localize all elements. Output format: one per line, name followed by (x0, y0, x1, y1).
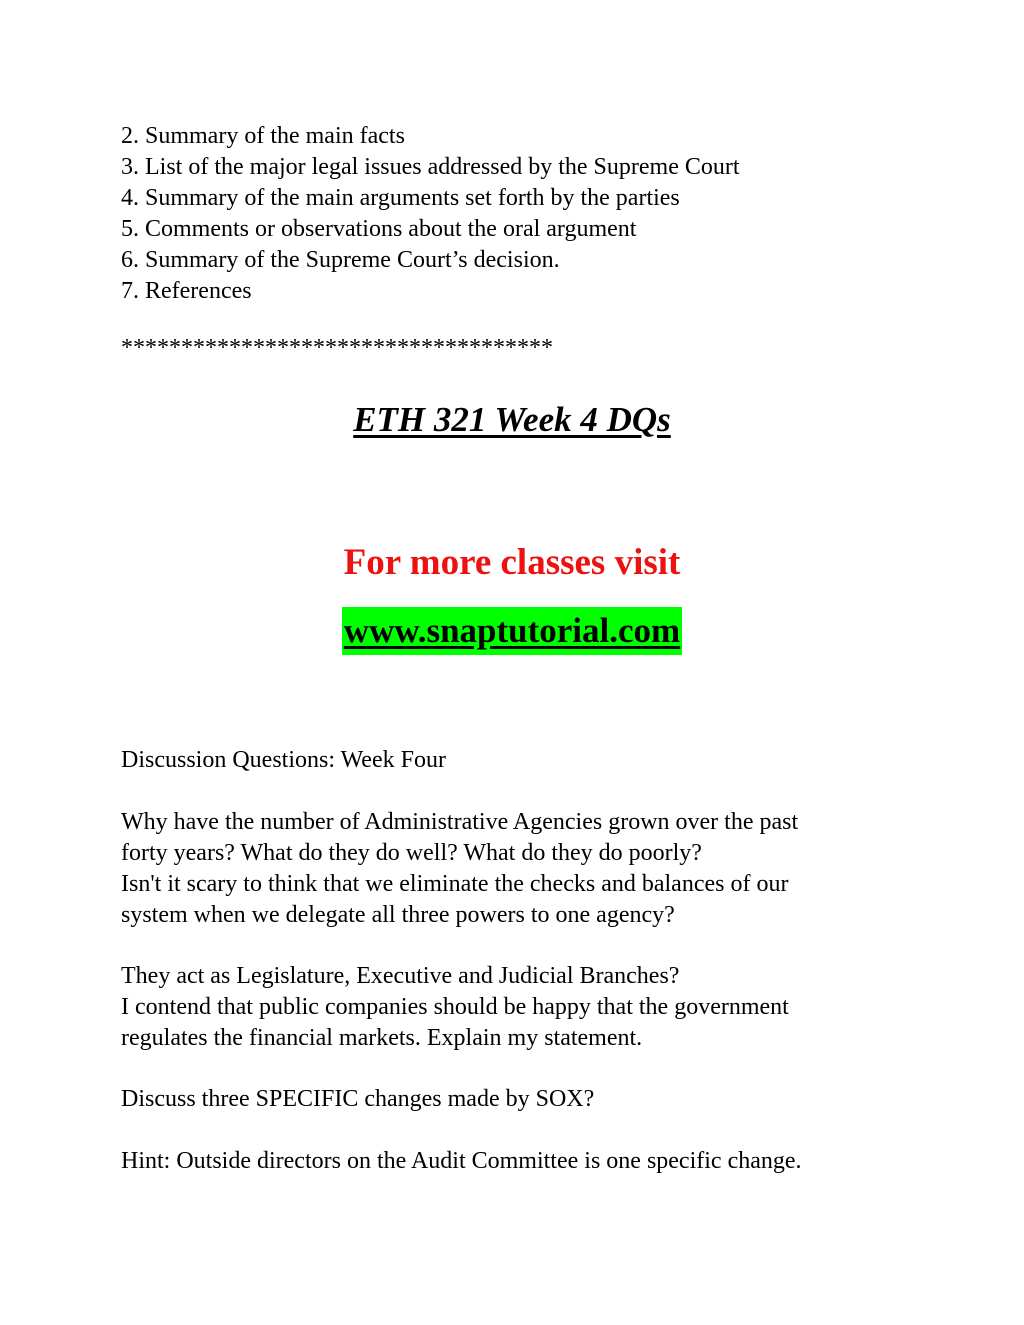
promo-text: For more classes visit (343, 542, 681, 583)
list-item: 6. Summary of the Supreme Court’s decision. (121, 247, 560, 273)
paragraph-line: forty years? What do they do well? What do they do poorly? (121, 840, 702, 866)
section-title: Discussion Questions: Week Four (121, 747, 446, 773)
promo-link[interactable]: www.snaptutorial.com (342, 607, 682, 655)
paragraph-line: Why have the number of Administrative Agencies grown over the past (121, 809, 799, 835)
list-item: 2. Summary of the main facts (121, 123, 405, 149)
paragraph-line: They act as Legislature, Executive and Judicial Branches? (121, 963, 680, 989)
list-item: 3. List of the major legal issues addressed by the Supreme Court (121, 154, 740, 180)
paragraph-line: I contend that public companies should be happy that the government (121, 994, 789, 1020)
paragraph-line: regulates the financial markets. Explain my statement. (121, 1025, 643, 1051)
separator: ************************************ (121, 335, 553, 361)
paragraph-line: Isn't it scary to think that we eliminate the checks and balances of our (121, 871, 789, 897)
promo-link-wrap (0, 607, 1024, 655)
paragraph-line: Hint: Outside directors on the Audit Committee is one specific change. (121, 1148, 802, 1174)
list-item: 5. Comments or observations about the oral argument (121, 216, 637, 242)
paragraph-line: Discuss three SPECIFIC changes made by SOX? (121, 1086, 595, 1112)
page-heading: ETH 321 Week 4 DQs (353, 400, 671, 439)
list-item: 7. References (121, 278, 252, 304)
paragraph-line: system when we delegate all three powers to one agency? (121, 902, 675, 928)
list-item: 4. Summary of the main arguments set forth by the parties (121, 185, 680, 211)
